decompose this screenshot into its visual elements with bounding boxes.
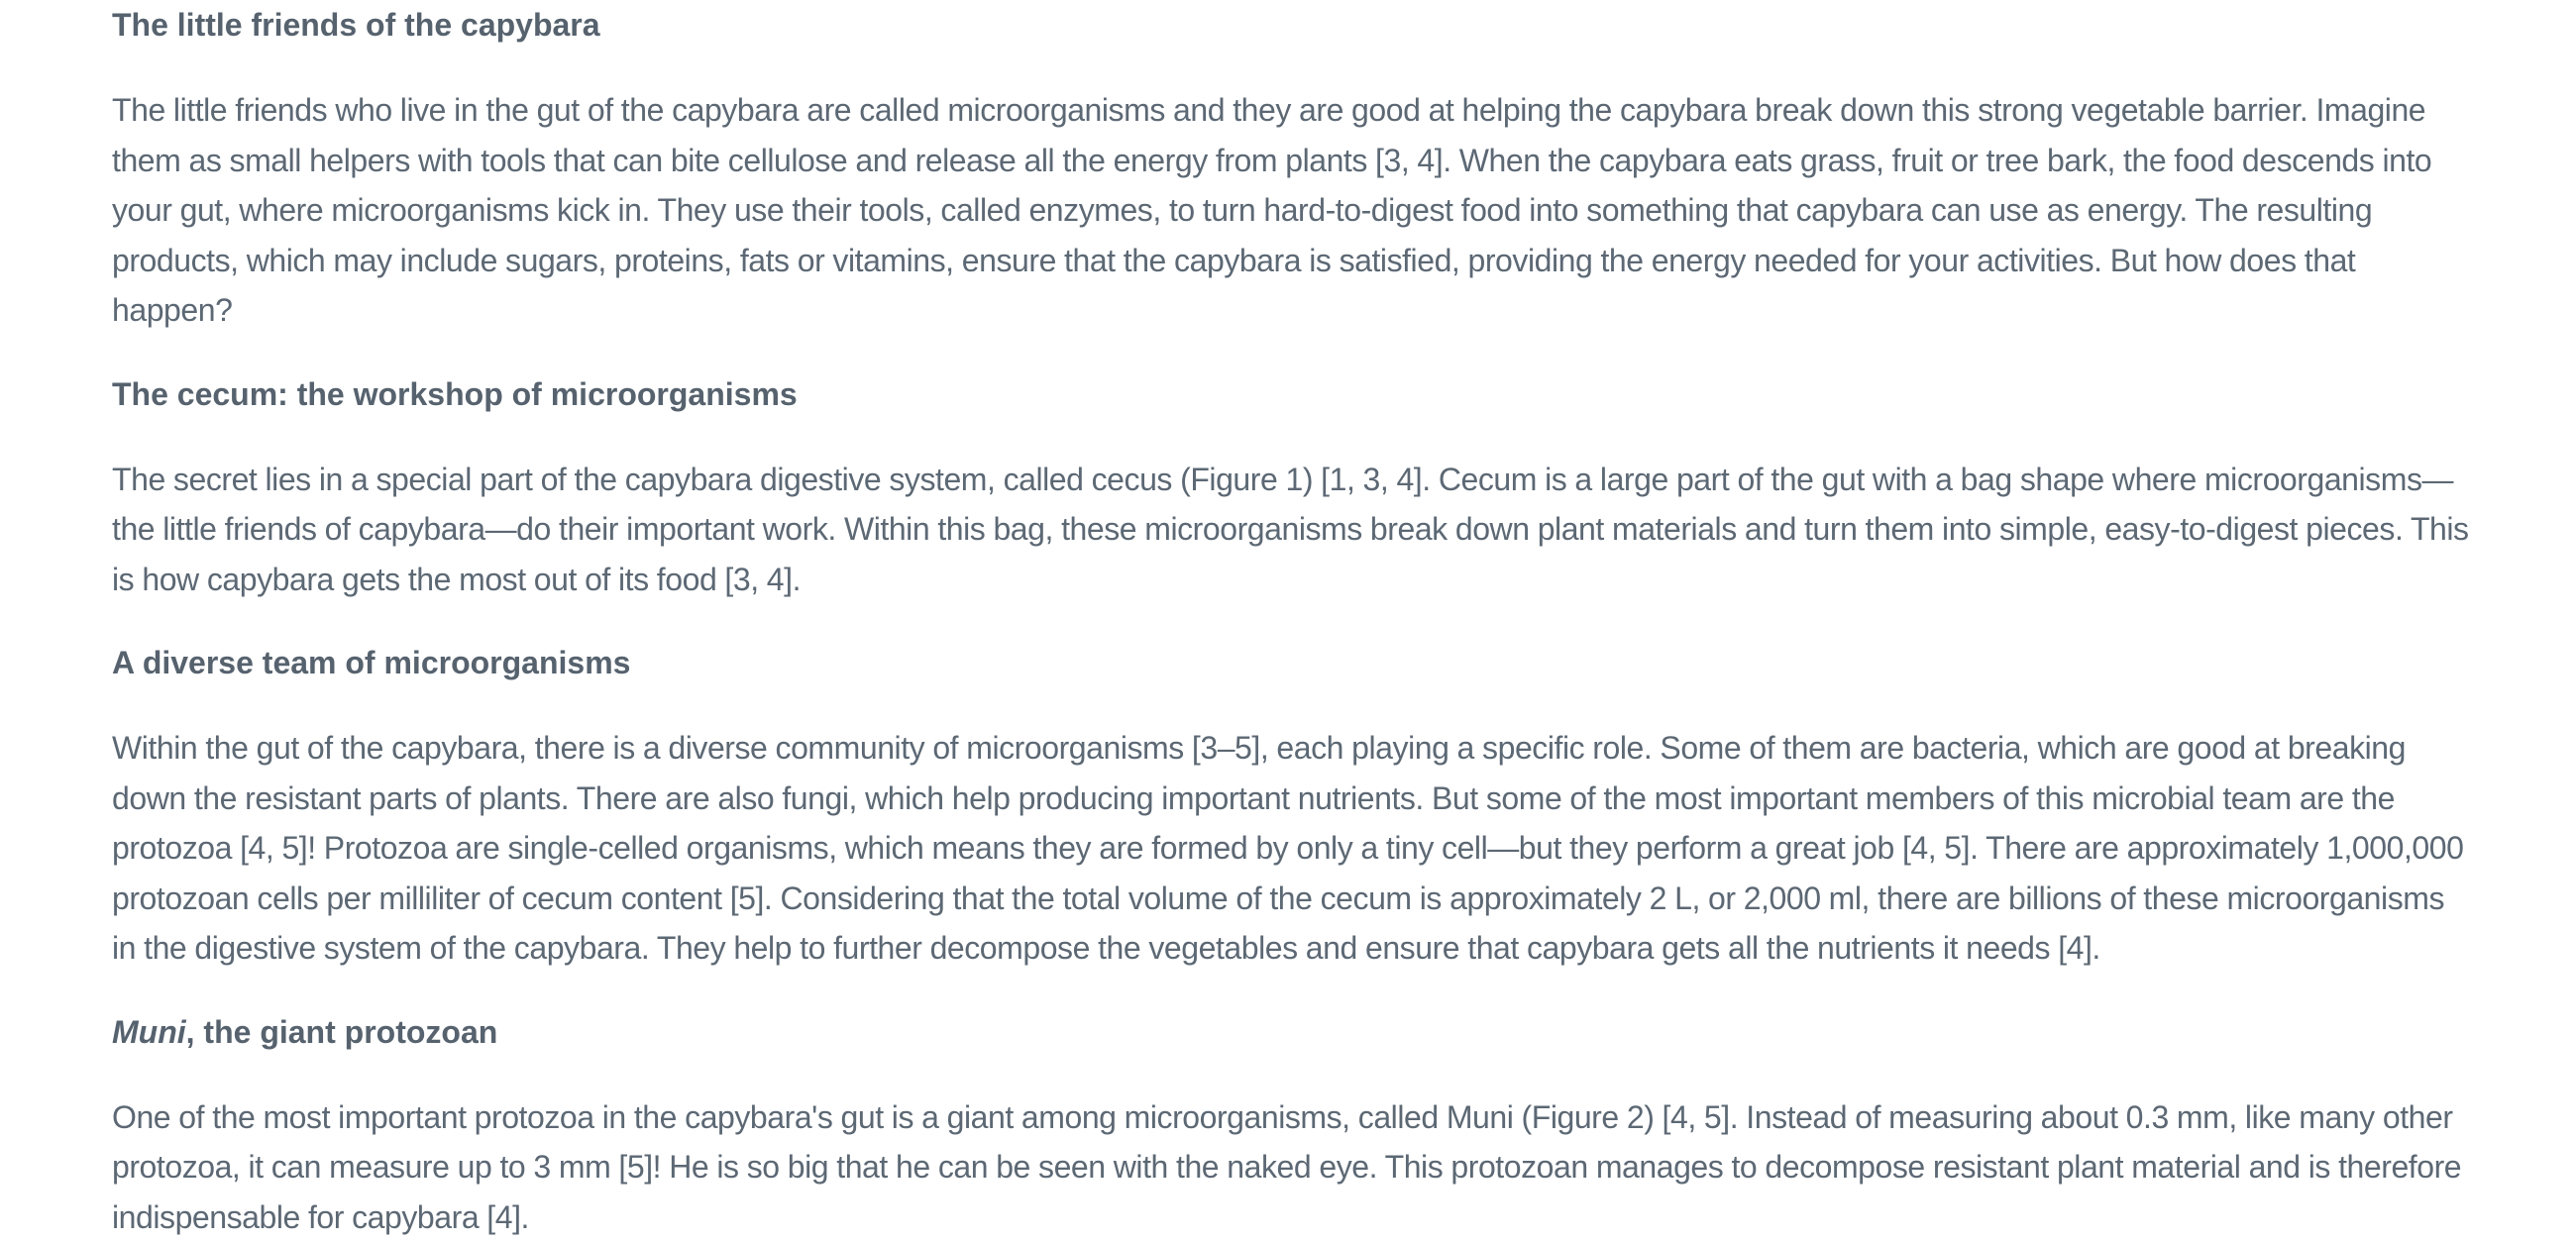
paragraph-diverse-team: Within the gut of the capybara, there is a diverse community of microorganisms [3–5], each playing a specific role. Some of them are bacteria, which are good at breaking down the resistant parts of plants. There are also fungi, which help producing important nutrients. But some of the most important members of this microbial team are the protozoa [4, 5]! Protozoa are single-celled organisms, which means they are formed by only a tiny cell—but they perform a great job [4, 5]. There are approximately 1,000,000 protozoan cells per milliliter of cecum content [5]. Considering that the total volume of the cecum is approximately 2 L, or 2,000 ml, there are billions of these microorganisms in the digestive system of the capybara. They help to further decompose the vegetables and ensure that capybara gets all the nutrients it needs [4].	[112, 723, 2470, 974]
paragraph-cecum: The secret lies in a special part of the capybara digestive system, called cecus (Figure 1) [1, 3, 4]. Cecum is a large part of the gut with a bag shape where microorganisms—the little friends of capybara—do their important work. Within this bag, these microorganisms break down plant materials and turn them into simple, easy-to-digest pieces. This is how capybara gets the most out of its food [3, 4].	[112, 455, 2470, 605]
section-title-little-friends: The little friends of the capybara	[112, 0, 2470, 50]
paragraph-little-friends: The little friends who live in the gut of the capybara are called microorganisms and they are good at helping the capybara break down this strong vegetable barrier. Imagine them as small helpers with tools that can bite cellulose and release all the energy from plants [3, 4]. When the capybara eats grass, fruit or tree bark, the food descends into your gut, where microorganisms kick in. They use their tools, called enzymes, to turn hard-to-digest food into something that capybara can use as energy. The resulting products, which may include sugars, proteins, fats or vitamins, ensure that the capybara is satisfied, providing the energy needed for your activities. But how does that happen?	[112, 85, 2470, 336]
section-title-cecum: The cecum: the workshop of microorganisms	[112, 369, 2470, 419]
section-title-muni-italic: Muni	[112, 1014, 186, 1050]
section-title-muni	[112, 1007, 2470, 1057]
article-body	[112, 0, 2470, 1242]
section-title-muni-rest: , the giant protozoan	[186, 1014, 498, 1050]
section-title-diverse-team: A diverse team of microorganisms	[112, 638, 2470, 687]
paragraph-muni: One of the most important protozoa in the capybara's gut is a giant among microorganisms, called Muni (Figure 2) [4, 5]. Instead of measuring about 0.3 mm, like many other protozoa, it can measure up to 3 mm [5]! He is so big that he can be seen with the naked eye. This protozoan manages to decompose resistant plant material and is therefore indispensable for capybara [4].	[112, 1092, 2470, 1242]
